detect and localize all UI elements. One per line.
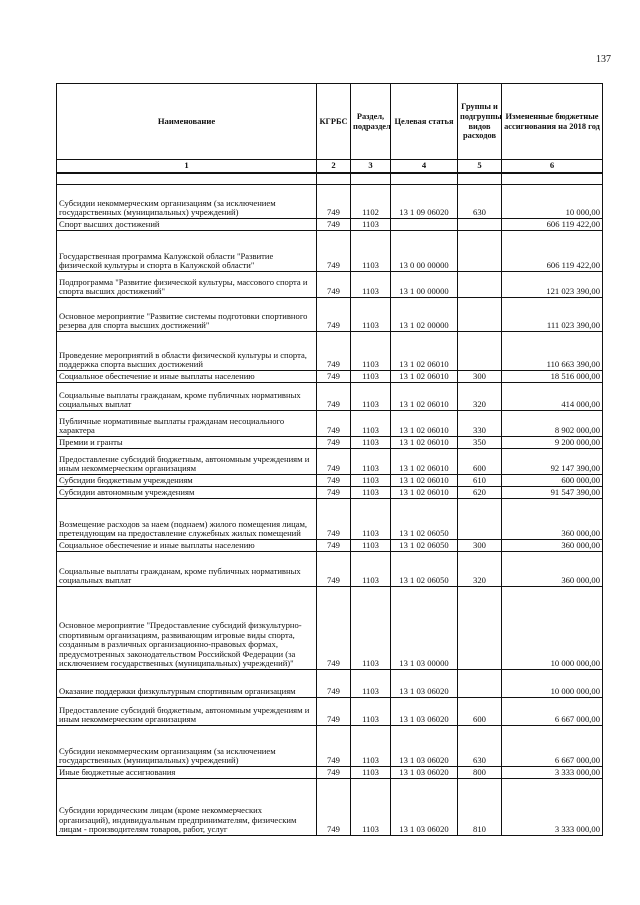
row-target: 13 1 00 00000 xyxy=(391,272,458,298)
table-row xyxy=(57,437,603,449)
row-amount: 18 516 000,00 xyxy=(502,371,603,383)
row-target: 13 1 03 00000 xyxy=(391,587,458,670)
row-grbs: 749 xyxy=(317,767,351,779)
row-amount: 111 023 390,00 xyxy=(502,298,603,332)
row-target: 13 1 02 06010 xyxy=(391,411,458,437)
table-body xyxy=(57,173,603,836)
row-group: 300 xyxy=(458,371,502,383)
row-grbs: 749 xyxy=(317,231,351,272)
row-target: 13 1 02 06050 xyxy=(391,540,458,552)
row-amount: 92 147 390,00 xyxy=(502,449,603,475)
row-group: 630 xyxy=(458,185,502,219)
row-name: Предоставление субсидий бюджетным, автономным учреждениям и иным некоммерческим организациям xyxy=(57,449,317,475)
row-grbs: 749 xyxy=(317,487,351,499)
row-section: 1103 xyxy=(351,698,391,726)
column-index: 4 xyxy=(391,160,458,174)
column-index: 6 xyxy=(502,160,603,174)
row-section: 1103 xyxy=(351,499,391,540)
row-section: 1103 xyxy=(351,332,391,371)
table-row xyxy=(57,726,603,767)
column-index: 1 xyxy=(57,160,317,174)
row-target: 13 1 02 06050 xyxy=(391,499,458,540)
row-group: 330 xyxy=(458,411,502,437)
budget-table xyxy=(56,83,603,836)
row-target: 13 1 02 06010 xyxy=(391,475,458,487)
row-grbs: 749 xyxy=(317,540,351,552)
row-amount: 3 333 000,00 xyxy=(502,779,603,836)
row-amount: 9 200 000,00 xyxy=(502,437,603,449)
table-row xyxy=(57,499,603,540)
row-group: 800 xyxy=(458,767,502,779)
row-target: 13 1 02 06010 xyxy=(391,449,458,475)
row-group: 350 xyxy=(458,437,502,449)
table-row xyxy=(57,449,603,475)
row-target: 13 1 03 06020 xyxy=(391,767,458,779)
row-target: 13 1 02 06010 xyxy=(391,332,458,371)
row-target: 13 1 03 06020 xyxy=(391,698,458,726)
table-row xyxy=(57,767,603,779)
table-row xyxy=(57,587,603,670)
row-section: 1103 xyxy=(351,670,391,698)
row-section: 1103 xyxy=(351,587,391,670)
row-grbs: 749 xyxy=(317,332,351,371)
row-grbs: 749 xyxy=(317,272,351,298)
row-section: 1103 xyxy=(351,475,391,487)
row-section: 1103 xyxy=(351,371,391,383)
table-row xyxy=(57,231,603,272)
header-name: Наименование xyxy=(57,84,317,160)
header-target: Целевая статья xyxy=(391,84,458,160)
row-grbs: 749 xyxy=(317,670,351,698)
row-target: 13 1 02 06050 xyxy=(391,552,458,587)
row-section: 1103 xyxy=(351,298,391,332)
row-name: Социальное обеспечение и иные выплаты населению xyxy=(57,540,317,552)
row-name: Оказание поддержки физкультурным спортивным организациям xyxy=(57,670,317,698)
table-row xyxy=(57,185,603,219)
row-grbs: 749 xyxy=(317,499,351,540)
row-section: 1103 xyxy=(351,449,391,475)
row-grbs: 749 xyxy=(317,726,351,767)
row-grbs: 749 xyxy=(317,383,351,411)
row-target: 13 1 03 06020 xyxy=(391,779,458,836)
row-grbs: 749 xyxy=(317,437,351,449)
row-group: 630 xyxy=(458,726,502,767)
row-name: Основное мероприятие "Предоставление субсидий физкультурно-спортивным организациям, развивающим игровые виды спорта, созданным в различных организационно-правовых формах, предусмотренных законодательством Российской Федерации (за исключением государственных (муниципальных) учреждений)" xyxy=(57,587,317,670)
row-group xyxy=(458,231,502,272)
row-section: 1103 xyxy=(351,383,391,411)
row-name: Субсидии юридическим лицам (кроме некоммерческих организаций), индивидуальным предпринимателям, физическим лицам - производителям товаров, работ, услуг xyxy=(57,779,317,836)
table-row xyxy=(57,779,603,836)
row-name: Публичные нормативные выплаты гражданам несоциального характера xyxy=(57,411,317,437)
column-index: 2 xyxy=(317,160,351,174)
column-index-row xyxy=(57,160,603,174)
row-group xyxy=(458,670,502,698)
row-amount: 121 023 390,00 xyxy=(502,272,603,298)
row-target: 13 1 02 06010 xyxy=(391,437,458,449)
row-amount: 91 547 390,00 xyxy=(502,487,603,499)
row-section: 1103 xyxy=(351,219,391,231)
column-index: 3 xyxy=(351,160,391,174)
row-target: 13 1 02 00000 xyxy=(391,298,458,332)
table-row xyxy=(57,540,603,552)
row-section: 1103 xyxy=(351,272,391,298)
table-row xyxy=(57,475,603,487)
row-grbs: 749 xyxy=(317,475,351,487)
table-row xyxy=(57,298,603,332)
table-row xyxy=(57,219,603,231)
header-row xyxy=(57,84,603,160)
spacer-row xyxy=(57,173,603,185)
table-row xyxy=(57,670,603,698)
row-amount: 360 000,00 xyxy=(502,540,603,552)
row-name: Субсидии автономным учреждениям xyxy=(57,487,317,499)
row-section: 1103 xyxy=(351,552,391,587)
row-name: Государственная программа Калужской области "Развитие физической культуры и спорта в Калужской области" xyxy=(57,231,317,272)
row-section: 1103 xyxy=(351,437,391,449)
row-amount: 10 000 000,00 xyxy=(502,587,603,670)
row-group: 810 xyxy=(458,779,502,836)
header-group: Группы и подгруппы видов расходов xyxy=(458,84,502,160)
row-name: Иные бюджетные ассигнования xyxy=(57,767,317,779)
row-target: 13 1 03 06020 xyxy=(391,726,458,767)
table-row xyxy=(57,371,603,383)
row-group: 320 xyxy=(458,383,502,411)
row-grbs: 749 xyxy=(317,779,351,836)
row-amount: 6 667 000,00 xyxy=(502,698,603,726)
row-amount: 8 902 000,00 xyxy=(502,411,603,437)
row-amount: 6 667 000,00 xyxy=(502,726,603,767)
row-section: 1103 xyxy=(351,231,391,272)
table-row xyxy=(57,487,603,499)
row-amount: 110 663 390,00 xyxy=(502,332,603,371)
row-section: 1103 xyxy=(351,767,391,779)
row-grbs: 749 xyxy=(317,411,351,437)
row-group: 610 xyxy=(458,475,502,487)
row-target: 13 0 00 00000 xyxy=(391,231,458,272)
row-amount: 360 000,00 xyxy=(502,552,603,587)
row-name: Социальные выплаты гражданам, кроме публичных нормативных социальных выплат xyxy=(57,552,317,587)
row-group: 600 xyxy=(458,698,502,726)
row-section: 1103 xyxy=(351,411,391,437)
row-name: Проведение мероприятий в области физической культуры и спорта, поддержка спорта высших достижений xyxy=(57,332,317,371)
row-section: 1102 xyxy=(351,185,391,219)
row-group xyxy=(458,272,502,298)
header-section: Раздел, подраздел xyxy=(351,84,391,160)
row-name: Премии и гранты xyxy=(57,437,317,449)
row-grbs: 749 xyxy=(317,298,351,332)
row-grbs: 749 xyxy=(317,219,351,231)
row-group: 320 xyxy=(458,552,502,587)
row-grbs: 749 xyxy=(317,552,351,587)
column-index: 5 xyxy=(458,160,502,174)
row-name: Спорт высших достижений xyxy=(57,219,317,231)
row-target: 13 1 02 06010 xyxy=(391,383,458,411)
header-amount: Измененные бюджетные ассигнования на 2018 год xyxy=(502,84,603,160)
row-section: 1103 xyxy=(351,540,391,552)
row-amount: 10 000,00 xyxy=(502,185,603,219)
row-group: 300 xyxy=(458,540,502,552)
row-grbs: 749 xyxy=(317,449,351,475)
row-amount: 600 000,00 xyxy=(502,475,603,487)
row-target: 13 1 02 06010 xyxy=(391,487,458,499)
row-grbs: 749 xyxy=(317,587,351,670)
row-target: 13 1 09 06020 xyxy=(391,185,458,219)
row-group xyxy=(458,332,502,371)
row-name: Возмещение расходов за наем (поднаем) жилого помещения лицам, претендующим на предоставление служебных жилых помещений xyxy=(57,499,317,540)
row-name: Подпрограмма "Развитие физической культуры, массового спорта и спорта высших достижений" xyxy=(57,272,317,298)
row-name: Социальные выплаты гражданам, кроме публичных нормативных социальных выплат xyxy=(57,383,317,411)
table-row xyxy=(57,552,603,587)
row-name: Социальное обеспечение и иные выплаты населению xyxy=(57,371,317,383)
row-target: 13 1 02 06010 xyxy=(391,371,458,383)
row-group xyxy=(458,298,502,332)
row-name: Субсидии некоммерческим организациям (за исключением государственных (муниципальных) учреждений) xyxy=(57,726,317,767)
row-group: 620 xyxy=(458,487,502,499)
row-target xyxy=(391,219,458,231)
row-group: 600 xyxy=(458,449,502,475)
row-grbs: 749 xyxy=(317,371,351,383)
row-amount: 360 000,00 xyxy=(502,499,603,540)
table-row xyxy=(57,411,603,437)
header-grbs: КГРБС xyxy=(317,84,351,160)
row-name: Основное мероприятие "Развитие системы подготовки спортивного резерва для спорта высших достижений" xyxy=(57,298,317,332)
row-section: 1103 xyxy=(351,726,391,767)
row-amount: 414 000,00 xyxy=(502,383,603,411)
row-section: 1103 xyxy=(351,487,391,499)
table-row xyxy=(57,698,603,726)
row-section: 1103 xyxy=(351,779,391,836)
row-name: Субсидии некоммерческим организациям (за исключением государственных (муниципальных) учреждений) xyxy=(57,185,317,219)
row-amount: 606 119 422,00 xyxy=(502,219,603,231)
row-name: Субсидии бюджетным учреждениям xyxy=(57,475,317,487)
table-row xyxy=(57,383,603,411)
row-amount: 3 333 000,00 xyxy=(502,767,603,779)
row-amount: 10 000 000,00 xyxy=(502,670,603,698)
row-group xyxy=(458,587,502,670)
row-grbs: 749 xyxy=(317,698,351,726)
page-number: 137 xyxy=(596,54,611,65)
table-row xyxy=(57,332,603,371)
row-group xyxy=(458,219,502,231)
table-row xyxy=(57,272,603,298)
row-name: Предоставление субсидий бюджетным, автономным учреждениям и иным некоммерческим организациям xyxy=(57,698,317,726)
row-amount: 606 119 422,00 xyxy=(502,231,603,272)
row-group xyxy=(458,499,502,540)
row-target: 13 1 03 06020 xyxy=(391,670,458,698)
row-grbs: 749 xyxy=(317,185,351,219)
